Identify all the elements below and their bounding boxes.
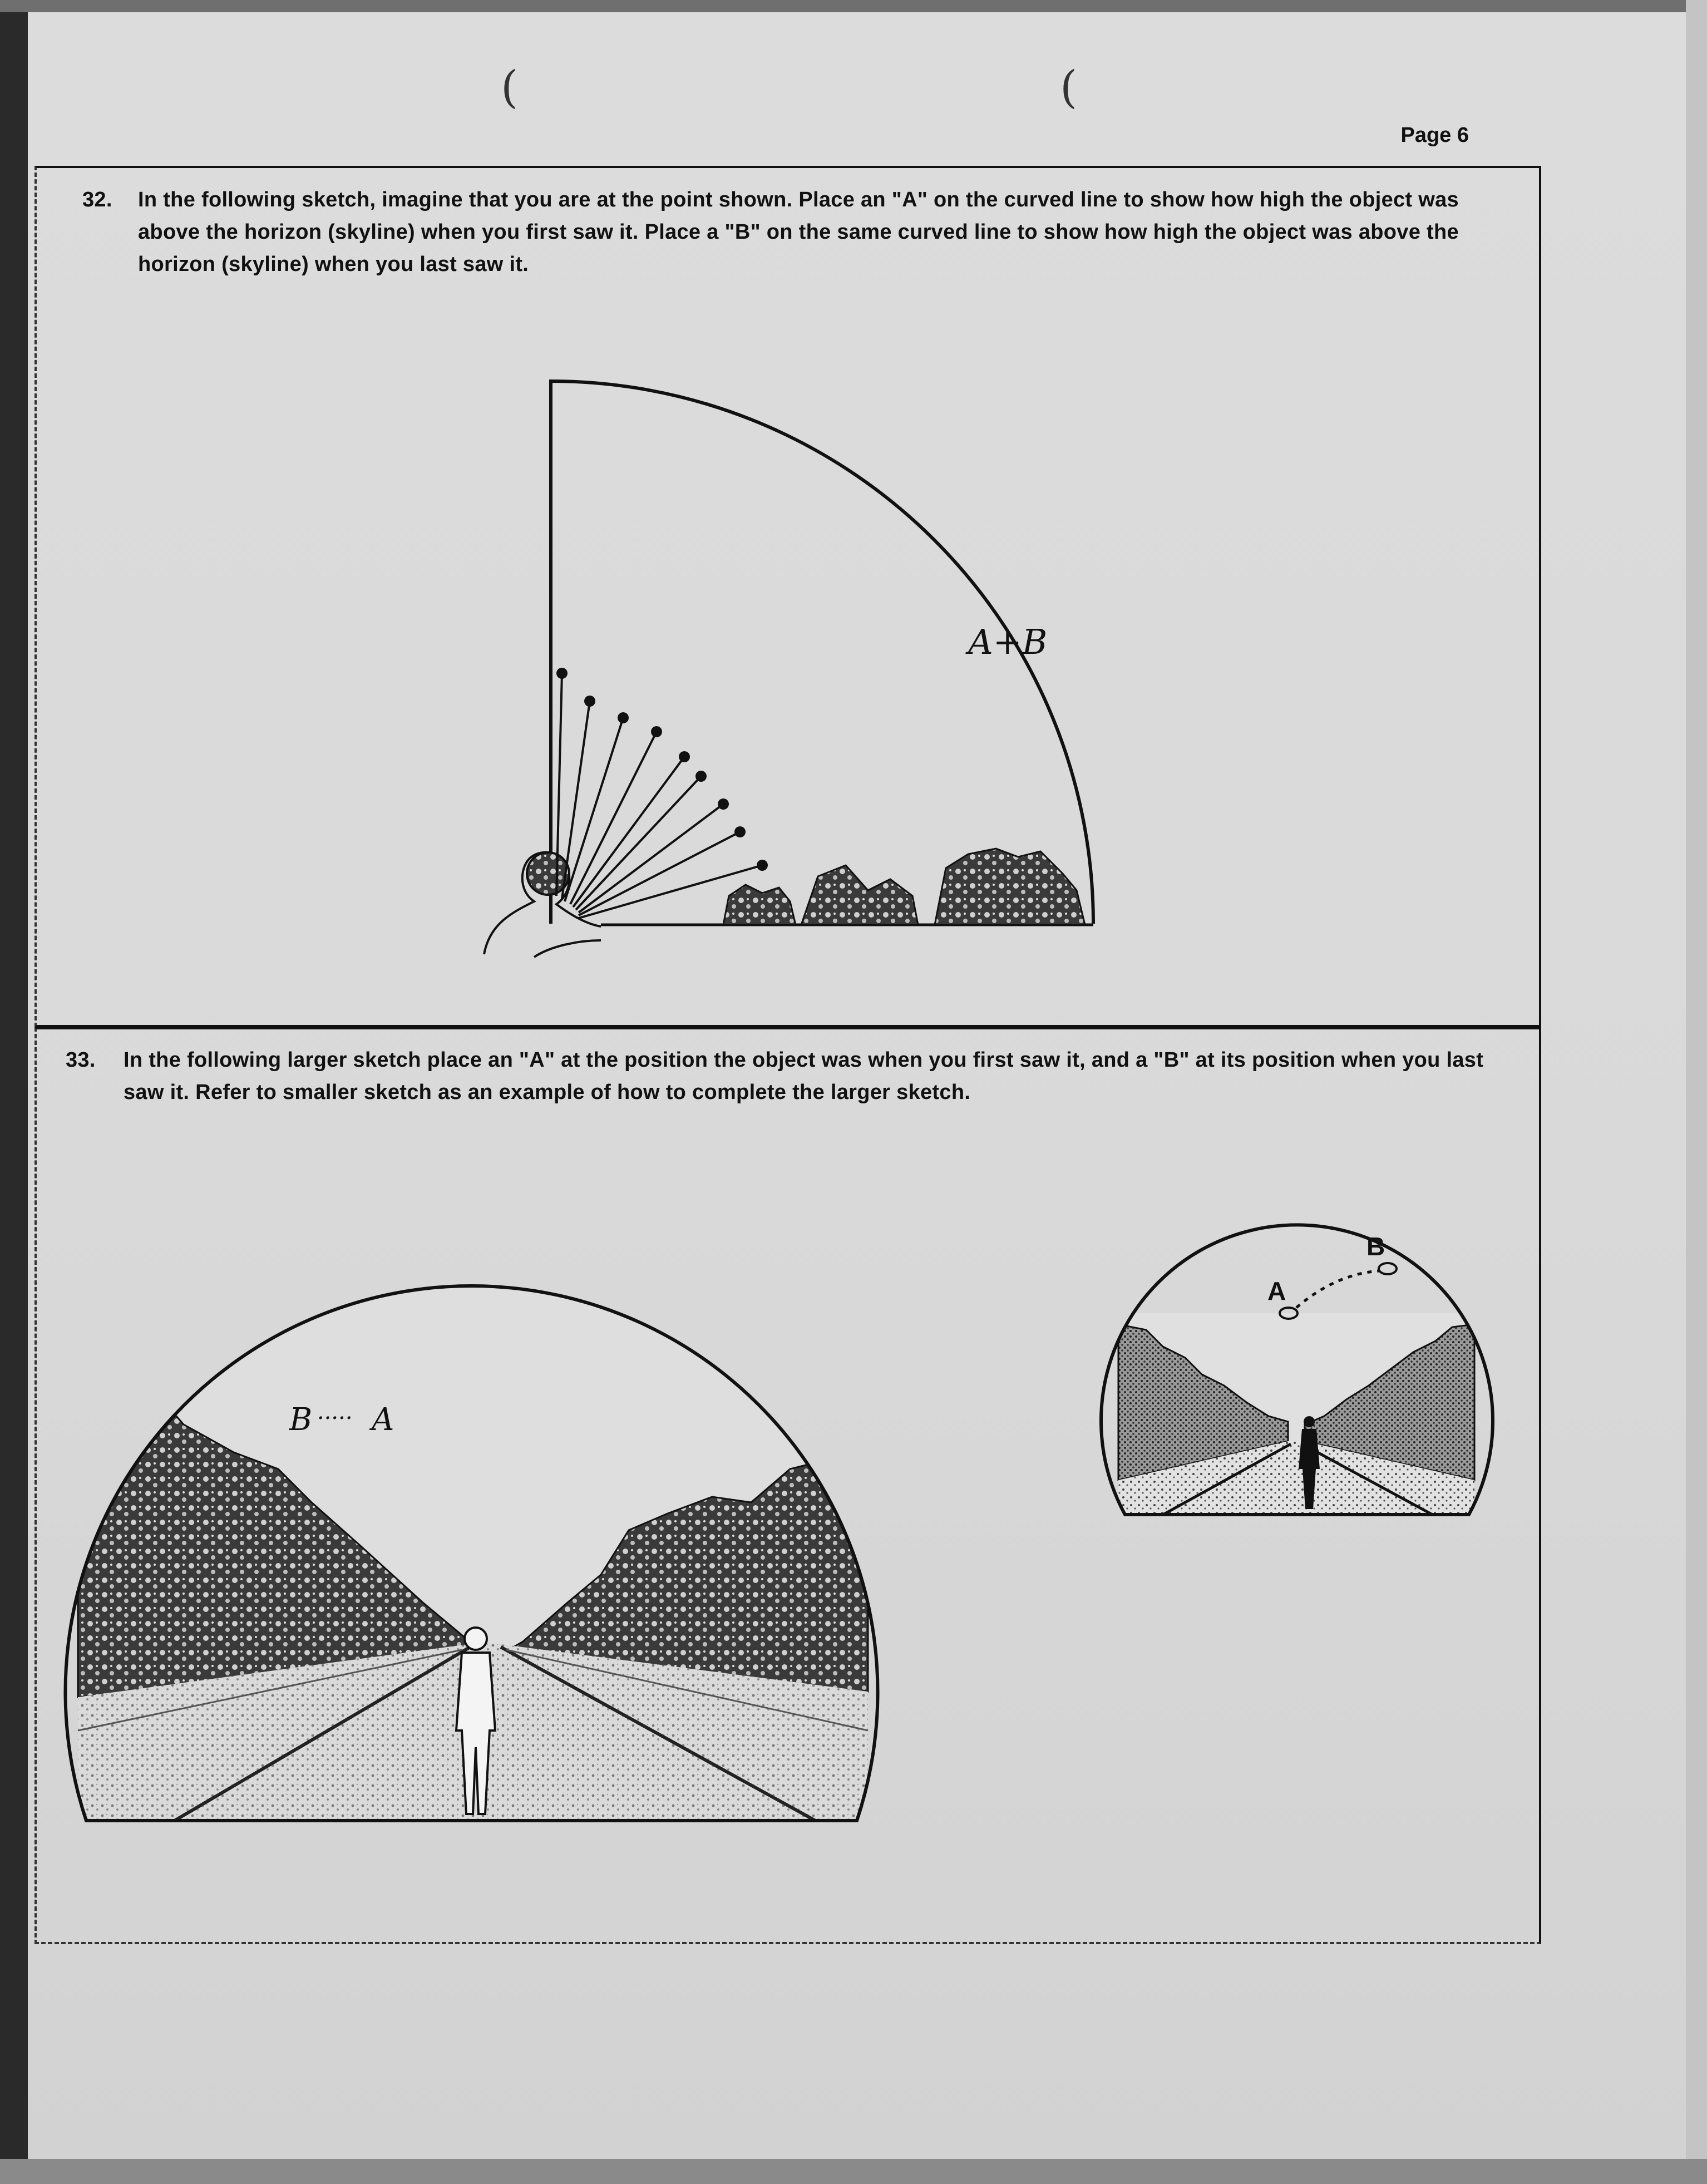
page-number: Page 6 — [1400, 124, 1469, 147]
q32-handwritten-answer: A+B — [968, 622, 1048, 662]
question-32-text: In the following sketch, imagine that you are at the point shown. Place an "A" on the curved line to show how high the object was above the horizon (skyline) when you first saw it. Place a "B" on the same curved line to show how high the object was above the horizon (skyline) when you last saw it. — [138, 188, 1459, 276]
q33-handwritten-b: B — [289, 1402, 313, 1438]
example-label-a: A — [1267, 1276, 1286, 1305]
question-33-number: 33. — [66, 1048, 96, 1072]
bleed-mark-right: ( — [1060, 61, 1078, 113]
q33-handwritten-a: A — [372, 1402, 394, 1438]
question-33-text: In the following larger sketch place an "A" at the position the object was when you first saw it, and a "B" at its position when you last saw it. Refer to smaller sketch as an example of how to complete the larger sketch. — [124, 1048, 1484, 1104]
example-label-b: B — [1366, 1232, 1385, 1261]
q32-sketch — [484, 381, 1093, 957]
q33-example-sketch — [1101, 1225, 1493, 1525]
bleed-mark-left: ( — [501, 61, 519, 113]
q33-large-sketch — [65, 1213, 877, 1825]
q33-handwritten-dots: ····· — [317, 1406, 353, 1431]
question-32-number: 32. — [82, 188, 112, 211]
